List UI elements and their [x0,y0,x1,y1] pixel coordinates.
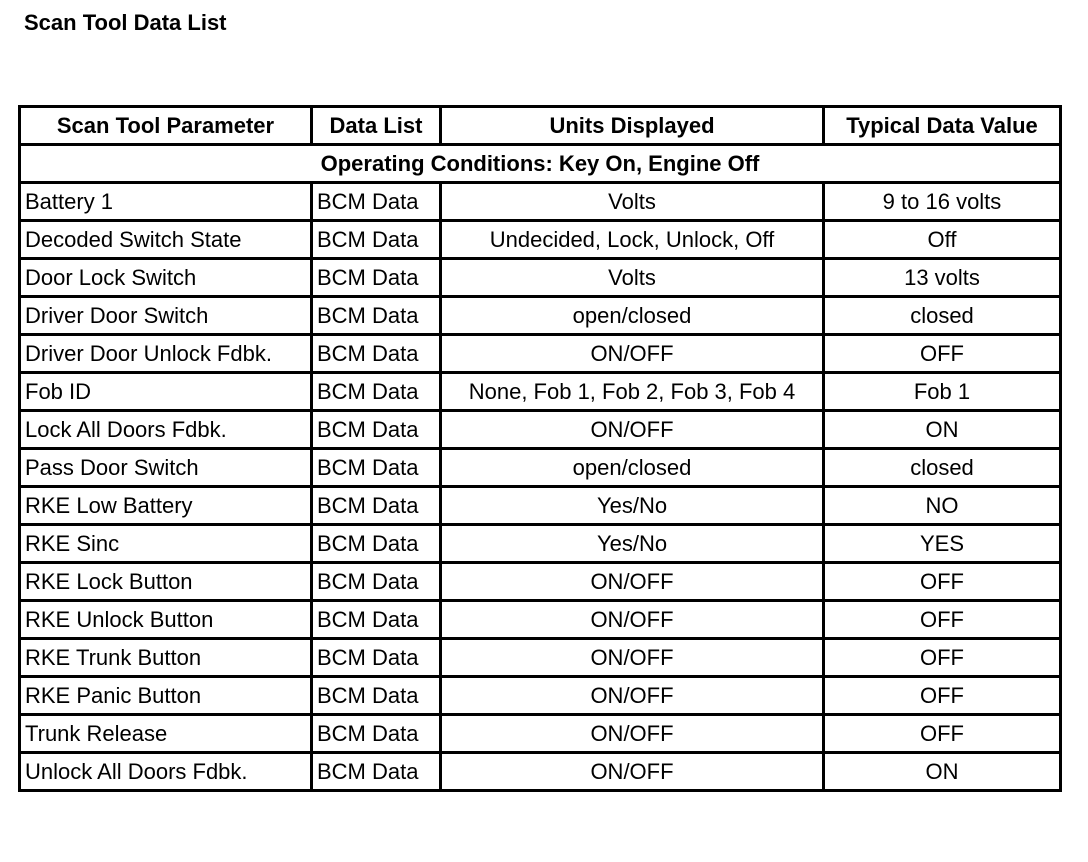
header-row [20,107,1061,145]
cell-typical-value: NO [824,487,1061,525]
cell-data-list: BCM Data [312,715,441,753]
cell-parameter: RKE Trunk Button [20,639,312,677]
cell-parameter: RKE Lock Button [20,563,312,601]
cell-parameter: Door Lock Switch [20,259,312,297]
cell-data-list: BCM Data [312,297,441,335]
cell-data-list: BCM Data [312,753,441,791]
cell-units: open/closed [441,449,824,487]
cell-units: open/closed [441,297,824,335]
cell-units: Yes/No [441,487,824,525]
cell-parameter: RKE Panic Button [20,677,312,715]
header-parameter: Scan Tool Parameter [20,107,312,145]
cell-data-list: BCM Data [312,639,441,677]
cell-data-list: BCM Data [312,525,441,563]
cell-typical-value: Fob 1 [824,373,1061,411]
cell-typical-value: OFF [824,601,1061,639]
header-units: Units Displayed [441,107,824,145]
cell-parameter: Fob ID [20,373,312,411]
cell-typical-value: 13 volts [824,259,1061,297]
cell-data-list: BCM Data [312,677,441,715]
table-row [20,487,1061,525]
cell-parameter: Pass Door Switch [20,449,312,487]
table-row [20,639,1061,677]
cell-parameter: RKE Sinc [20,525,312,563]
page-title: Scan Tool Data List [24,10,227,35]
cell-typical-value: ON [824,411,1061,449]
cell-typical-value: closed [824,449,1061,487]
table-row [20,259,1061,297]
table-row [20,335,1061,373]
cell-typical-value: OFF [824,715,1061,753]
cell-data-list: BCM Data [312,411,441,449]
cell-units: ON/OFF [441,601,824,639]
cell-units: Volts [441,183,824,221]
cell-units: ON/OFF [441,753,824,791]
cell-parameter: Driver Door Unlock Fdbk. [20,335,312,373]
scan-tool-data-table [18,105,1062,792]
cell-typical-value: closed [824,297,1061,335]
table-row [20,563,1061,601]
cell-data-list: BCM Data [312,563,441,601]
cell-typical-value: OFF [824,563,1061,601]
cell-parameter: Decoded Switch State [20,221,312,259]
header-value: Typical Data Value [824,107,1061,145]
cell-units: None, Fob 1, Fob 2, Fob 3, Fob 4 [441,373,824,411]
cell-units: ON/OFF [441,715,824,753]
table-row [20,449,1061,487]
cell-typical-value: OFF [824,677,1061,715]
table-row [20,373,1061,411]
cell-units: ON/OFF [441,677,824,715]
cell-parameter: Trunk Release [20,715,312,753]
cell-typical-value: Off [824,221,1061,259]
cell-units: Volts [441,259,824,297]
cell-parameter: Driver Door Switch [20,297,312,335]
cell-units: Undecided, Lock, Unlock, Off [441,221,824,259]
cell-parameter: Battery 1 [20,183,312,221]
cell-data-list: BCM Data [312,487,441,525]
cell-typical-value: 9 to 16 volts [824,183,1061,221]
cell-data-list: BCM Data [312,221,441,259]
cell-data-list: BCM Data [312,259,441,297]
table-row [20,753,1061,791]
table-row [20,183,1061,221]
section-label: Operating Conditions: Key On, Engine Off [20,145,1061,183]
cell-units: ON/OFF [441,563,824,601]
cell-parameter: Lock All Doors Fdbk. [20,411,312,449]
cell-data-list: BCM Data [312,449,441,487]
table-row [20,601,1061,639]
cell-parameter: Unlock All Doors Fdbk. [20,753,312,791]
cell-data-list: BCM Data [312,335,441,373]
cell-data-list: BCM Data [312,373,441,411]
section-row [20,145,1061,183]
table-row [20,221,1061,259]
header-data-list: Data List [312,107,441,145]
cell-parameter: RKE Unlock Button [20,601,312,639]
cell-units: ON/OFF [441,639,824,677]
table-row [20,677,1061,715]
cell-units: ON/OFF [441,335,824,373]
table-row [20,411,1061,449]
cell-typical-value: OFF [824,639,1061,677]
cell-typical-value: YES [824,525,1061,563]
table-row [20,525,1061,563]
cell-parameter: RKE Low Battery [20,487,312,525]
cell-typical-value: ON [824,753,1061,791]
cell-data-list: BCM Data [312,183,441,221]
table-row [20,297,1061,335]
cell-typical-value: OFF [824,335,1061,373]
cell-units: Yes/No [441,525,824,563]
table-row [20,715,1061,753]
cell-units: ON/OFF [441,411,824,449]
cell-data-list: BCM Data [312,601,441,639]
